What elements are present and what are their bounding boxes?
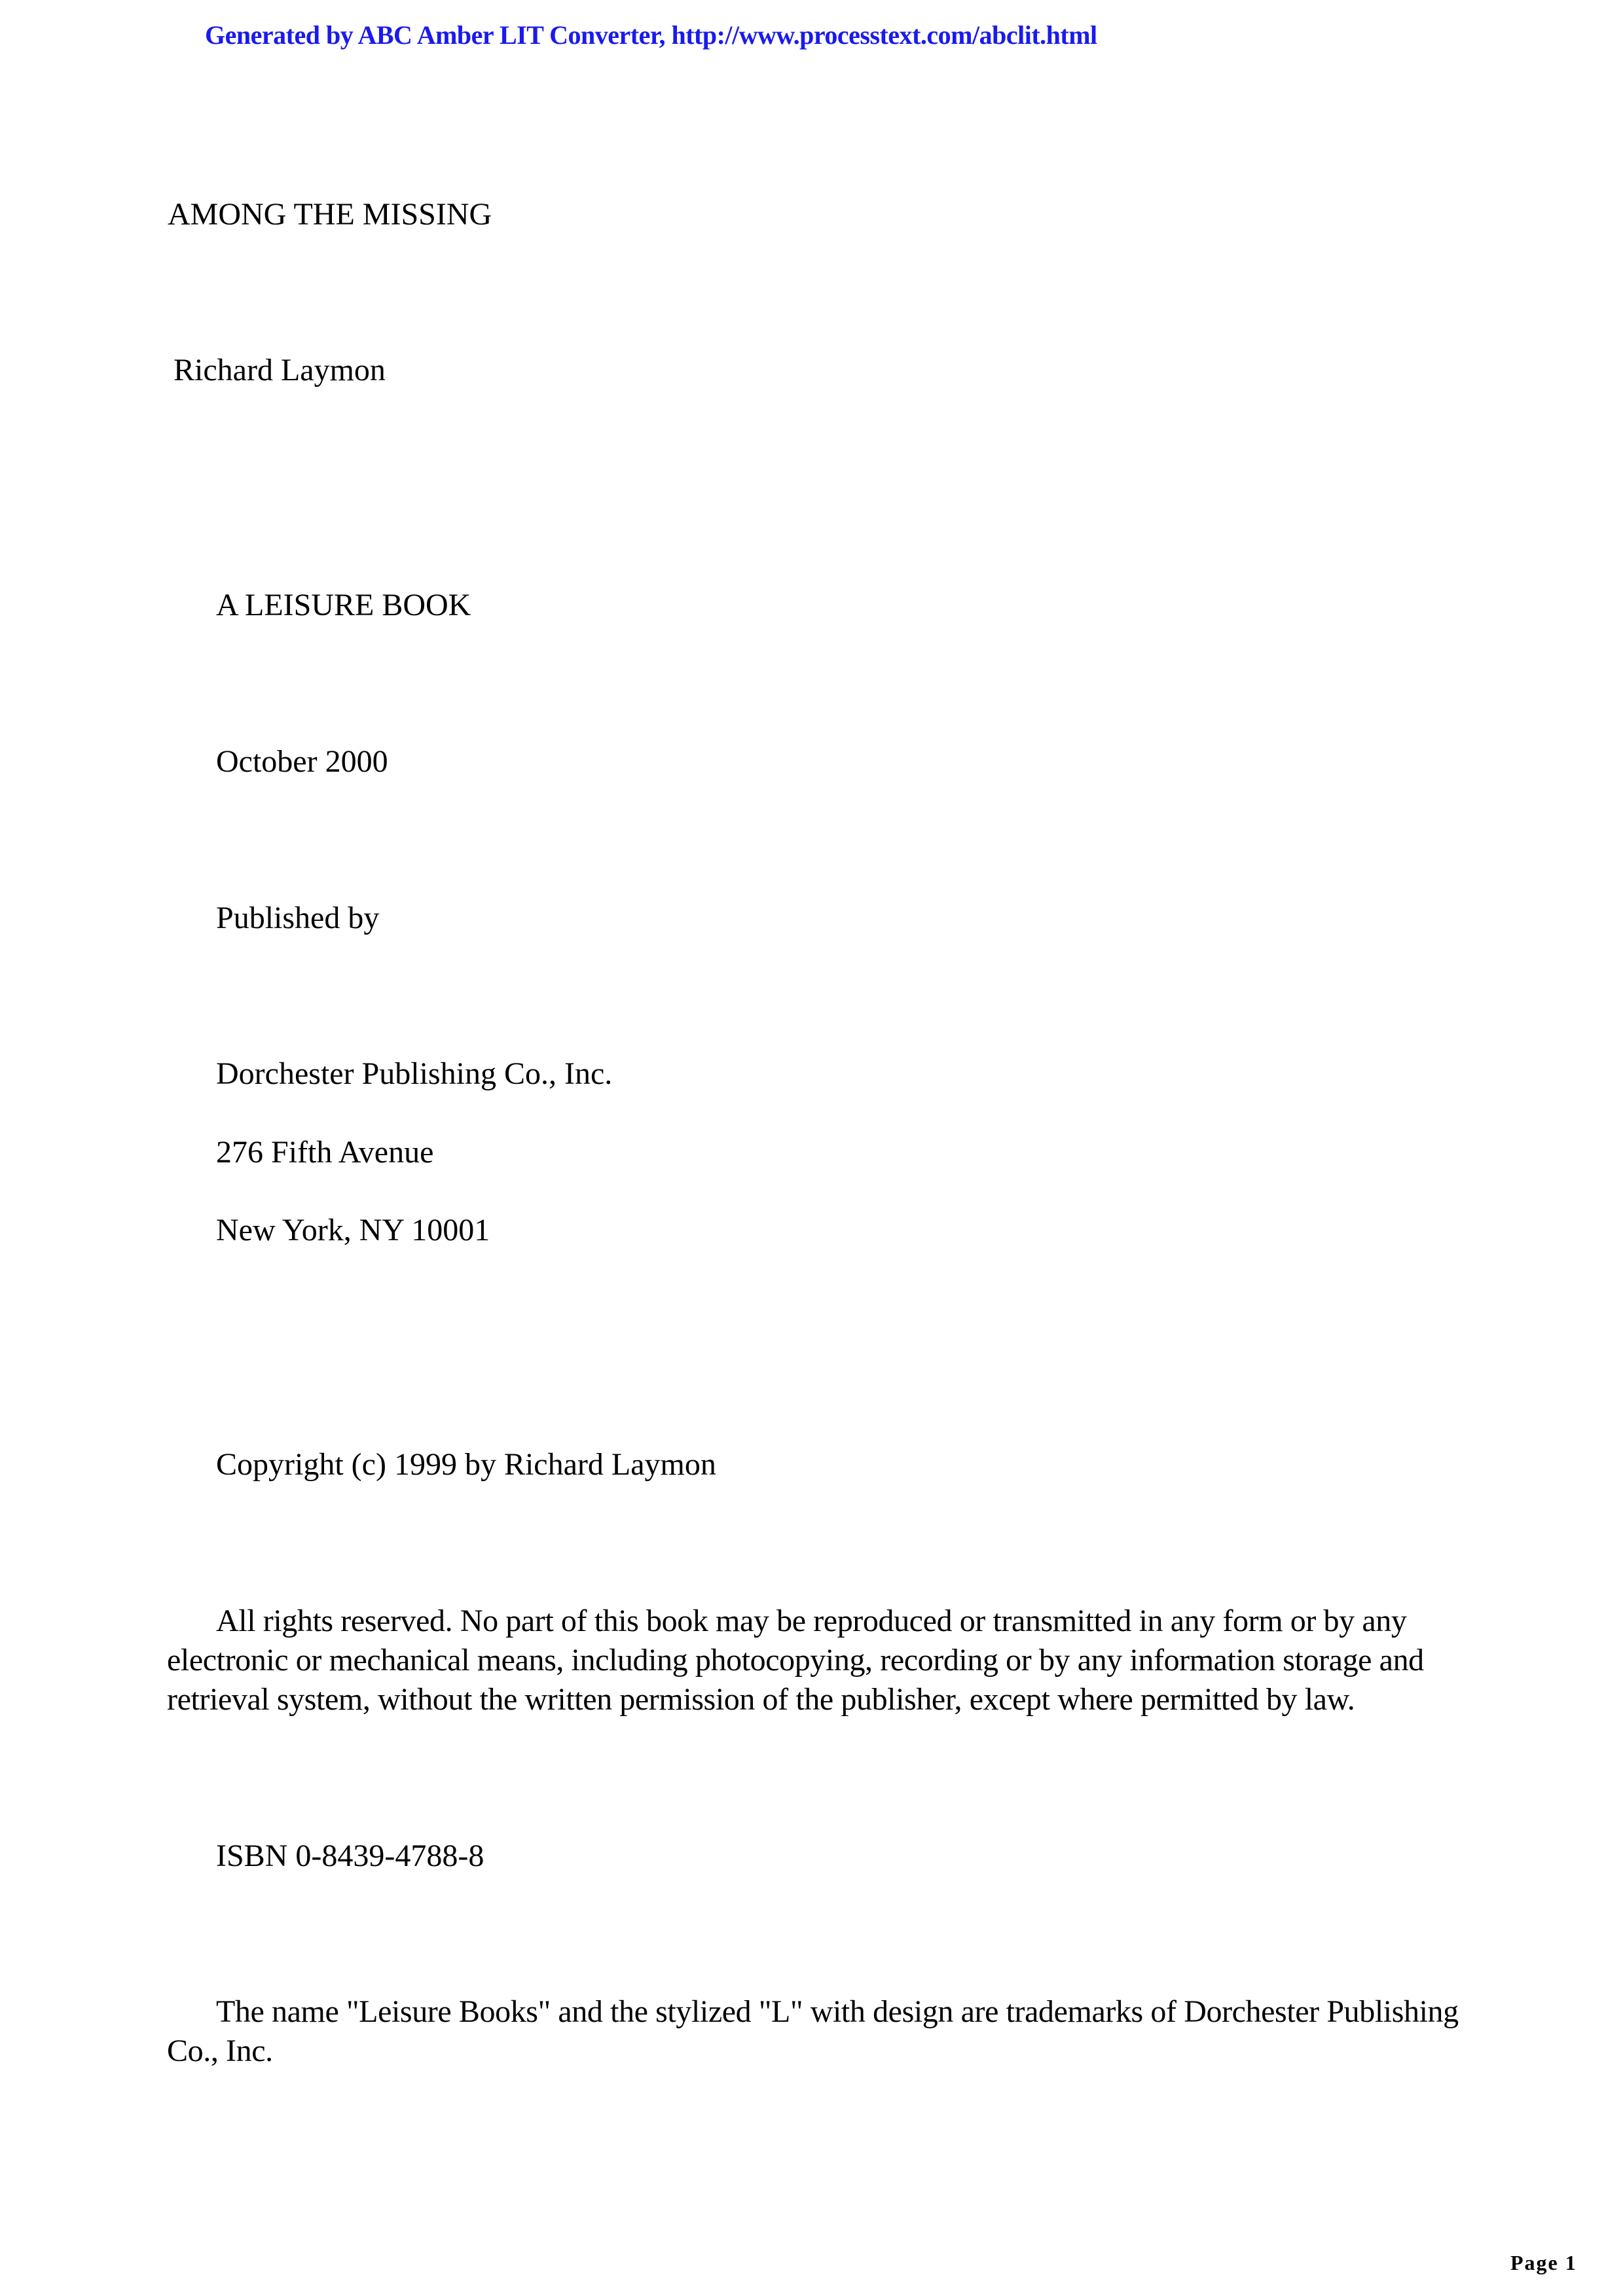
- book-title: AMONG THE MISSING: [168, 197, 492, 232]
- isbn: ISBN 0-8439-4788-8: [216, 1839, 484, 1873]
- publisher-name: Dorchester Publishing Co., Inc.: [216, 1056, 613, 1091]
- published-by-label: Published by: [216, 901, 380, 935]
- publication-date: October 2000: [216, 744, 388, 779]
- rights-paragraph: All rights reserved. No part of this book may be reproduced or transmitted in any form or by any electronic or mechanical means, including photocopying, recording or by any information storage and retrieval system, without the written permission of the publisher, except where permitted by law.: [167, 1604, 1424, 1717]
- copyright-notice: Copyright (c) 1999 by Richard Laymon: [216, 1447, 716, 1482]
- page-number: Page 1: [1510, 2251, 1577, 2274]
- publisher-city: New York, NY 10001: [216, 1213, 490, 1247]
- converter-header: Generated by ABC Amber LIT Converter, http://www.processtext.com/abclit.html: [205, 20, 1097, 50]
- publisher-street: 276 Fifth Avenue: [216, 1135, 434, 1170]
- trademark-paragraph: The name "Leisure Books" and the stylized "L" with design are trademarks of Dorchester Publishing Co., Inc.: [167, 1994, 1459, 2068]
- imprint: A LEISURE BOOK: [216, 588, 471, 622]
- book-author: Richard Laymon: [173, 353, 386, 387]
